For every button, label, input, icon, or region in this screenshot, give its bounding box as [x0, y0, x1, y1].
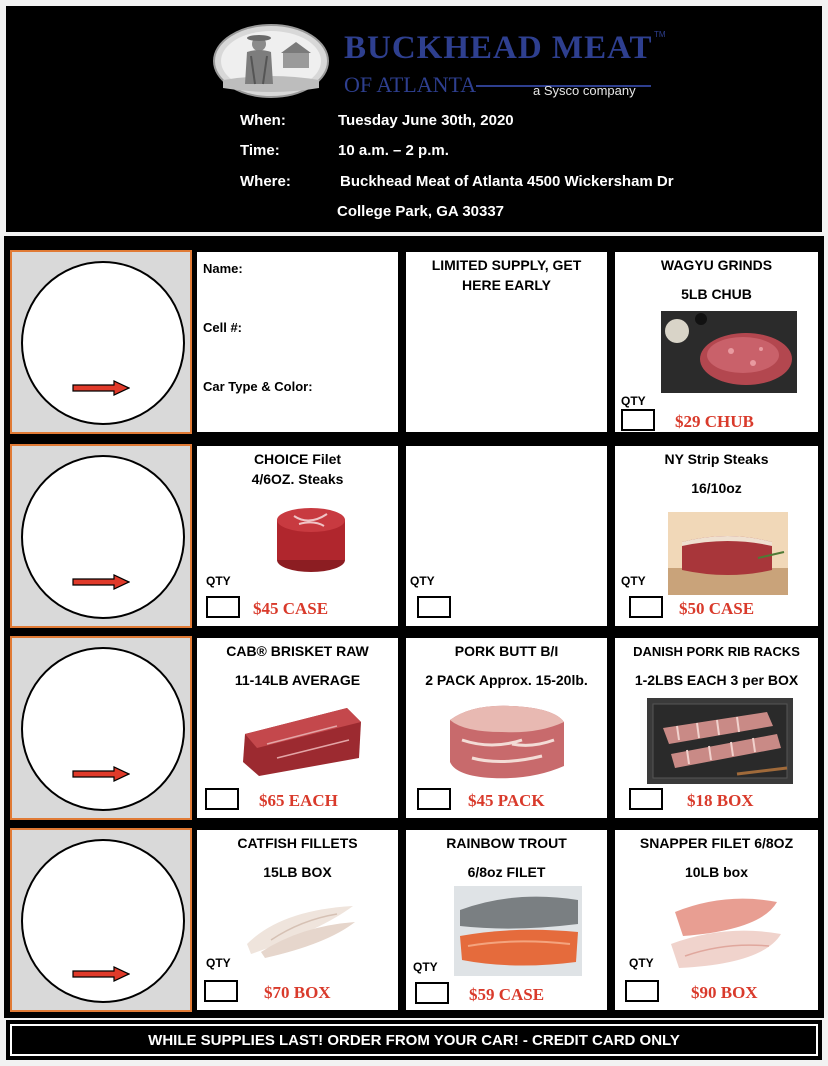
product-title: RAINBOW TROUT — [446, 835, 567, 851]
product-card-snapper — [615, 830, 818, 1010]
right-arrow-icon — [72, 766, 130, 782]
notice-line1: LIMITED SUPPLY, GET — [431, 257, 582, 273]
where-value-line2: College Park, GA 30337 — [337, 203, 505, 220]
product-title: WAGYU GRINDS — [660, 257, 773, 273]
snapper-product-image — [665, 886, 785, 976]
product-subtitle: 15LB BOX — [263, 864, 332, 880]
price-label: $70 BOX — [264, 983, 331, 1002]
product-card-filet — [197, 446, 398, 626]
price-label: $65 EACH — [259, 791, 338, 810]
brand-name: BUCKHEAD MEAT — [344, 30, 653, 66]
pickup-circle — [21, 455, 185, 619]
farmer-logo-icon — [211, 22, 331, 100]
product-card-wagyu — [615, 252, 818, 432]
qty-input[interactable] — [629, 788, 663, 810]
name-field[interactable]: Name: — [203, 261, 243, 276]
right-arrow-icon — [72, 380, 130, 396]
qty-label: QTY — [206, 574, 231, 588]
price-label: $59 CASE — [469, 985, 545, 1004]
product-subtitle: 11-14LB AVERAGE — [234, 672, 361, 688]
porkbutt-product-image — [442, 700, 572, 782]
footer-text: WHILE SUPPLIES LAST! ORDER FROM YOUR CAR! - CREDIT CARD ONLY — [10, 1024, 818, 1056]
nystrip-product-image — [668, 512, 788, 595]
product-subtitle: 1-2LBS EACH 3 per BOX — [634, 672, 799, 688]
catfish-product-image — [241, 896, 361, 962]
brisket-product-image — [237, 700, 367, 780]
product-subtitle: 6/8oz FILET — [467, 864, 546, 880]
product-card-ribs — [615, 638, 818, 818]
qty-label: QTY — [410, 574, 435, 588]
product-subtitle: 10LB box — [684, 864, 748, 880]
ribs-product-image — [647, 698, 793, 784]
qty-input[interactable] — [621, 409, 655, 431]
qty-input[interactable] — [629, 596, 663, 618]
where-label: Where: — [240, 173, 291, 190]
qty-input[interactable] — [417, 596, 451, 618]
product-card-trout — [406, 830, 607, 1010]
cell-number-field[interactable]: Cell #: — [203, 320, 243, 335]
time-value: 10 a.m. – 2 p.m. — [338, 142, 449, 159]
notice-line2: HERE EARLY — [462, 277, 551, 293]
qty-label: QTY — [621, 574, 646, 588]
right-arrow-icon — [72, 966, 130, 982]
pickup-circle-panel — [10, 444, 192, 628]
brand-subtitle: OF ATLANTA — [344, 72, 477, 97]
when-label: When: — [240, 112, 286, 129]
price-label: $18 BOX — [687, 791, 754, 810]
customer-info-cell — [197, 252, 398, 432]
brand-tagline: a Sysco company — [533, 83, 636, 98]
when-value: Tuesday June 30th, 2020 — [338, 112, 514, 129]
pickup-circle — [21, 261, 185, 425]
qty-label: QTY — [629, 956, 654, 970]
product-title: CATFISH FILLETS — [237, 835, 358, 851]
price-label: $90 BOX — [691, 983, 758, 1002]
pickup-circle — [21, 647, 185, 811]
qty-input[interactable] — [625, 980, 659, 1002]
product-card-nystrip — [615, 446, 818, 626]
qty-label: QTY — [621, 394, 646, 408]
qty-input[interactable] — [204, 980, 238, 1002]
product-card-catfish — [197, 830, 398, 1010]
filet-product-image — [269, 502, 379, 582]
trademark-mark: TM — [654, 30, 666, 39]
pickup-circle-panel — [10, 636, 192, 820]
qty-label: QTY — [413, 960, 438, 974]
price-label: $29 CHUB — [675, 412, 754, 431]
product-subtitle: 4/6OZ. Steaks — [251, 471, 344, 487]
blank-card — [406, 446, 607, 626]
qty-label: QTY — [206, 956, 231, 970]
product-title: CAB® BRISKET RAW — [226, 643, 369, 659]
product-title: SNAPPER FILET 6/8OZ — [639, 835, 794, 851]
qty-input[interactable] — [206, 596, 240, 618]
product-title: DANISH PORK RIB RACKS — [633, 644, 800, 659]
right-arrow-icon — [72, 574, 130, 590]
product-subtitle: 5LB CHUB — [681, 286, 752, 302]
product-title: CHOICE Filet — [253, 451, 342, 467]
qty-input[interactable] — [415, 982, 449, 1004]
product-subtitle: 2 PACK Approx. 15-20lb. — [425, 672, 588, 688]
product-subtitle: 16/10oz — [691, 480, 742, 496]
price-label: $45 CASE — [253, 599, 329, 618]
product-card-brisket — [197, 638, 398, 818]
notice-cell — [406, 252, 607, 432]
footer-banner — [6, 1020, 822, 1060]
price-label: $50 CASE — [679, 599, 755, 618]
trout-product-image — [454, 886, 582, 976]
product-title: PORK BUTT B/I — [454, 643, 559, 659]
order-grid — [4, 236, 824, 1018]
pickup-circle-panel — [10, 250, 192, 434]
where-value-line1: Buckhead Meat of Atlanta 4500 Wickersham Dr — [340, 173, 674, 190]
product-card-porkbutt — [406, 638, 607, 818]
pickup-circle-panel — [10, 828, 192, 1012]
car-type-color-field[interactable]: Car Type & Color: — [203, 379, 313, 394]
wagyu-product-image — [661, 311, 797, 393]
header-banner — [6, 6, 822, 232]
qty-input[interactable] — [417, 788, 451, 810]
time-label: Time: — [240, 142, 280, 159]
qty-input[interactable] — [205, 788, 239, 810]
price-label: $45 PACK — [468, 791, 545, 810]
product-title: NY Strip Steaks — [664, 451, 769, 467]
